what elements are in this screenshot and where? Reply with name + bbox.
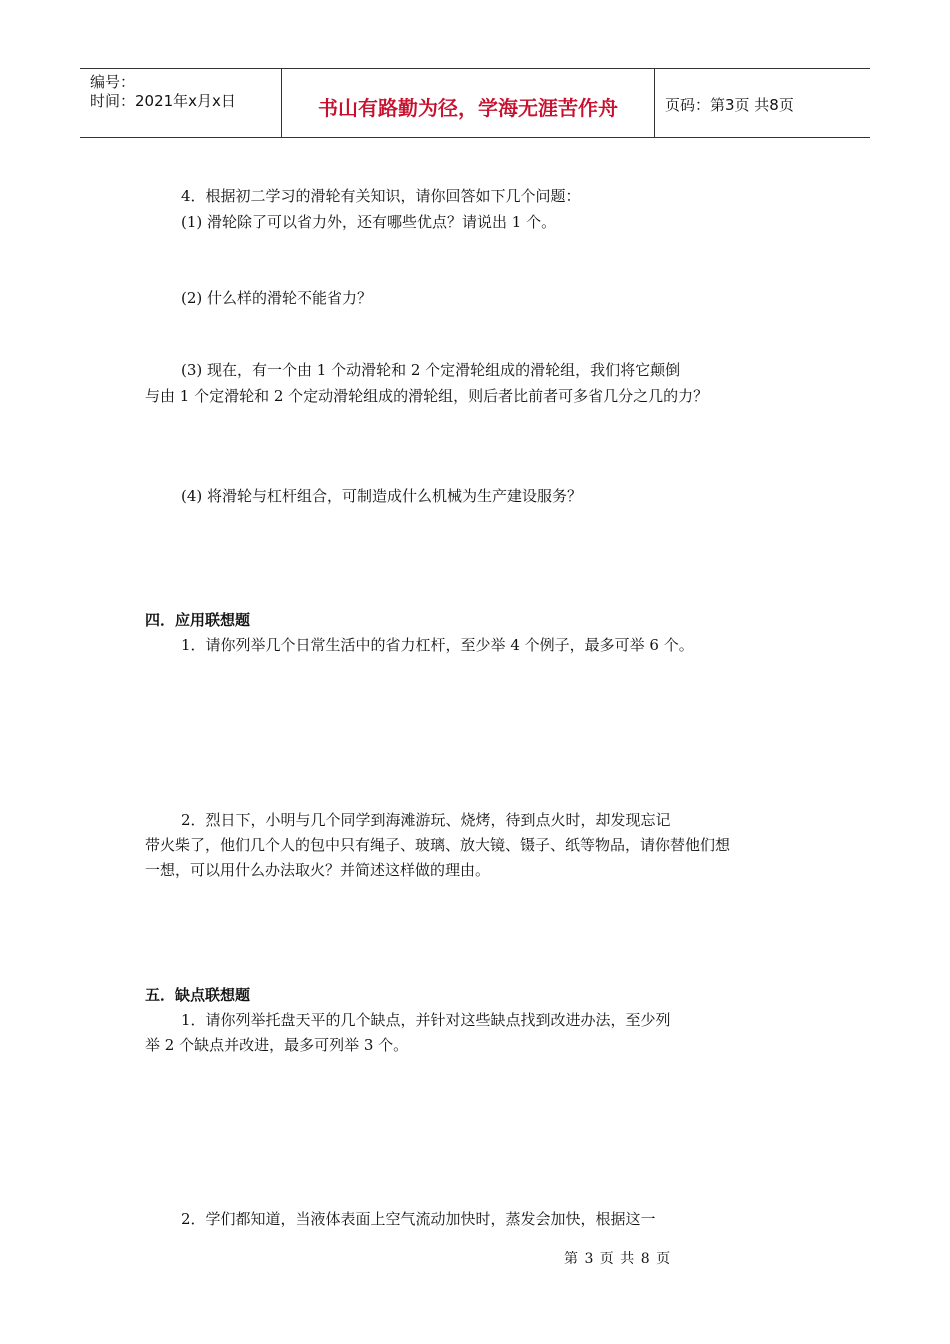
question-4-part-3-line-1: (3) 现在，有一个由 1 个动滑轮和 2 个定滑轮组成的滑轮组，我们将它颠倒 xyxy=(181,361,681,379)
section-5-question-1-line-2: 举 2 个缺点并改进，最多可列举 3 个。 xyxy=(145,1036,409,1054)
section-4-question-2-line-1: 2．烈日下，小明与几个同学到海滩游玩、烧烤，待到点火时，却发现忘记 xyxy=(181,811,671,829)
document-number-label: 编号： xyxy=(90,73,136,91)
header-motto: 书山有路勤为径，学海无涯苦作舟 xyxy=(318,96,618,120)
header-meta-cell xyxy=(80,69,282,137)
question-4-part-4: (4) 将滑轮与杠杆组合，可制造成什么机械为生产建设服务？ xyxy=(181,487,583,505)
section-5-question-2-line-1: 2．学们都知道，当液体表面上空气流动加快时，蒸发会加快，根据这一 xyxy=(181,1210,656,1228)
question-4-intro: 4．根据初二学习的滑轮有关知识，请你回答如下几个问题： xyxy=(181,187,581,205)
question-4-part-1: (1) 滑轮除了可以省力外，还有哪些优点？请说出 1 个。 xyxy=(181,213,557,231)
section-5-question-1-line-1: 1．请你列举托盘天平的几个缺点，并针对这些缺点找到改进办法，至少列 xyxy=(181,1011,671,1029)
question-4-part-3-line-2: 与由 1 个定滑轮和 2 个定动滑轮组成的滑轮组，则后者比前者可多省几分之几的力？ xyxy=(145,387,709,405)
header-page-cell xyxy=(655,69,870,137)
section-5-title: 五．缺点联想题 xyxy=(145,986,251,1004)
header-motto-cell xyxy=(282,69,655,137)
question-4-part-2: (2) 什么样的滑轮不能省力？ xyxy=(181,289,373,307)
section-4-question-2-line-3: 一想，可以用什么办法取火？并简述这样做的理由。 xyxy=(145,861,491,879)
section-4-title: 四．应用联想题 xyxy=(145,611,251,629)
document-date: 时间：2021年x月x日 xyxy=(90,92,236,110)
section-4-question-2-line-2: 带火柴了，他们几个人的包中只有绳子、玻璃、放大镜、镊子、纸等物品，请你替他们想 xyxy=(145,836,731,854)
page-footer-number: 第 3 页 共 8 页 xyxy=(564,1251,672,1267)
header-page-info: 页码：第3页 共8页 xyxy=(665,96,794,114)
section-4-question-1: 1．请你列举几个日常生活中的省力杠杆，至少举 4 个例子，最多可举 6 个。 xyxy=(181,636,694,654)
document-header xyxy=(80,68,870,138)
